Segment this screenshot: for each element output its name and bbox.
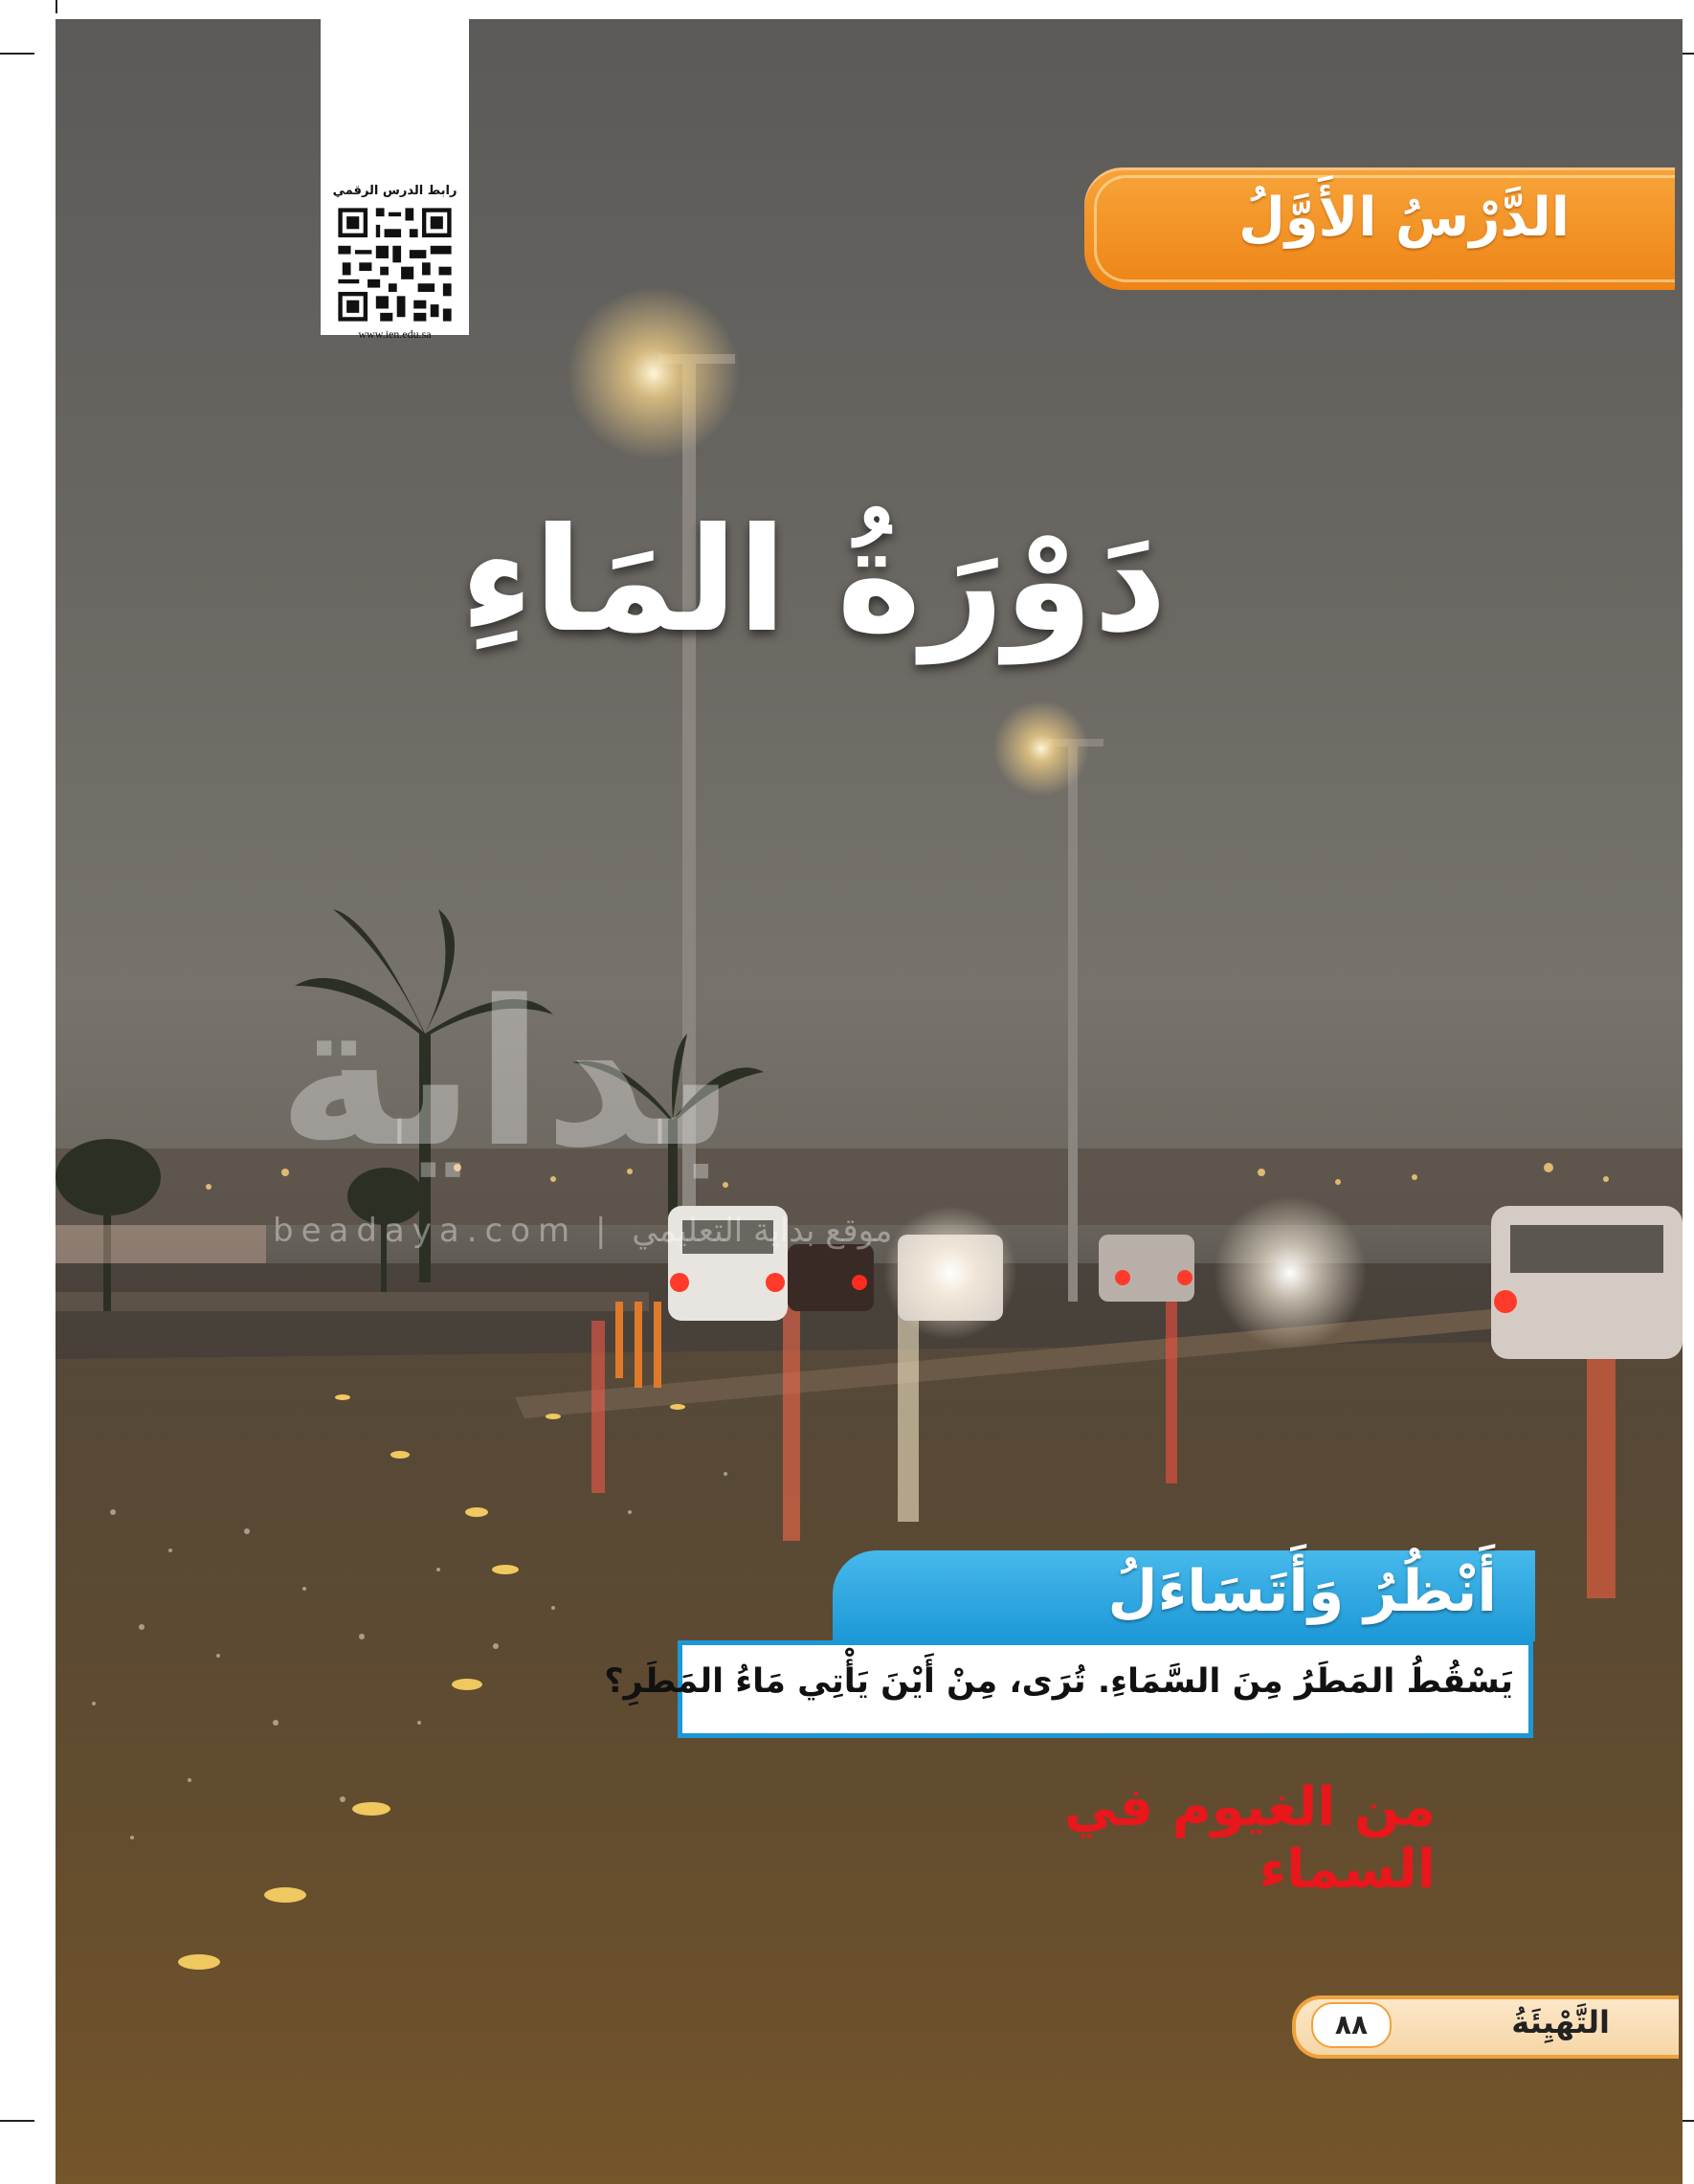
lesson-badge (1084, 167, 1675, 290)
qr-tab (321, 19, 469, 341)
question-text: يَسْقُطُ المَطَرُ مِنَ السَّمَاءِ. تُرَى، مِنْ أَيْنَ يَأْتِي مَاءُ المَطَرِ؟ (604, 1662, 1513, 1701)
lesson-label: الدَّرْسُ الأَوَّلُ (1238, 187, 1570, 249)
page-title: دَوْرَةُ المَاءِ (459, 498, 1168, 664)
watermark-logo: بداية (278, 957, 736, 1192)
qr-caption: رابط الدرس الرقمي (332, 184, 457, 198)
qr-url[interactable]: www.ien.edu.sa (358, 327, 432, 341)
page-number: ٨٨ (1311, 2002, 1392, 2048)
watermark-text: beadaya.com | موقع بداية التعليمي (273, 1212, 893, 1250)
qr-code-icon[interactable] (334, 204, 456, 325)
question-header (833, 1550, 1535, 1641)
crop-mark-top-left-h (0, 53, 34, 55)
question-heading: أَنْظُرُ وَأَتَسَاءَلُ (1107, 1558, 1497, 1625)
crop-mark-bottom-left-h (0, 2120, 34, 2122)
question-box (604, 1640, 1533, 1738)
crop-mark-top-left-v (56, 0, 57, 13)
section-label: التَّهْيِئَةُ (1511, 2004, 1610, 2040)
answer-text: من الغيوم في السماء (1063, 1776, 1436, 1901)
